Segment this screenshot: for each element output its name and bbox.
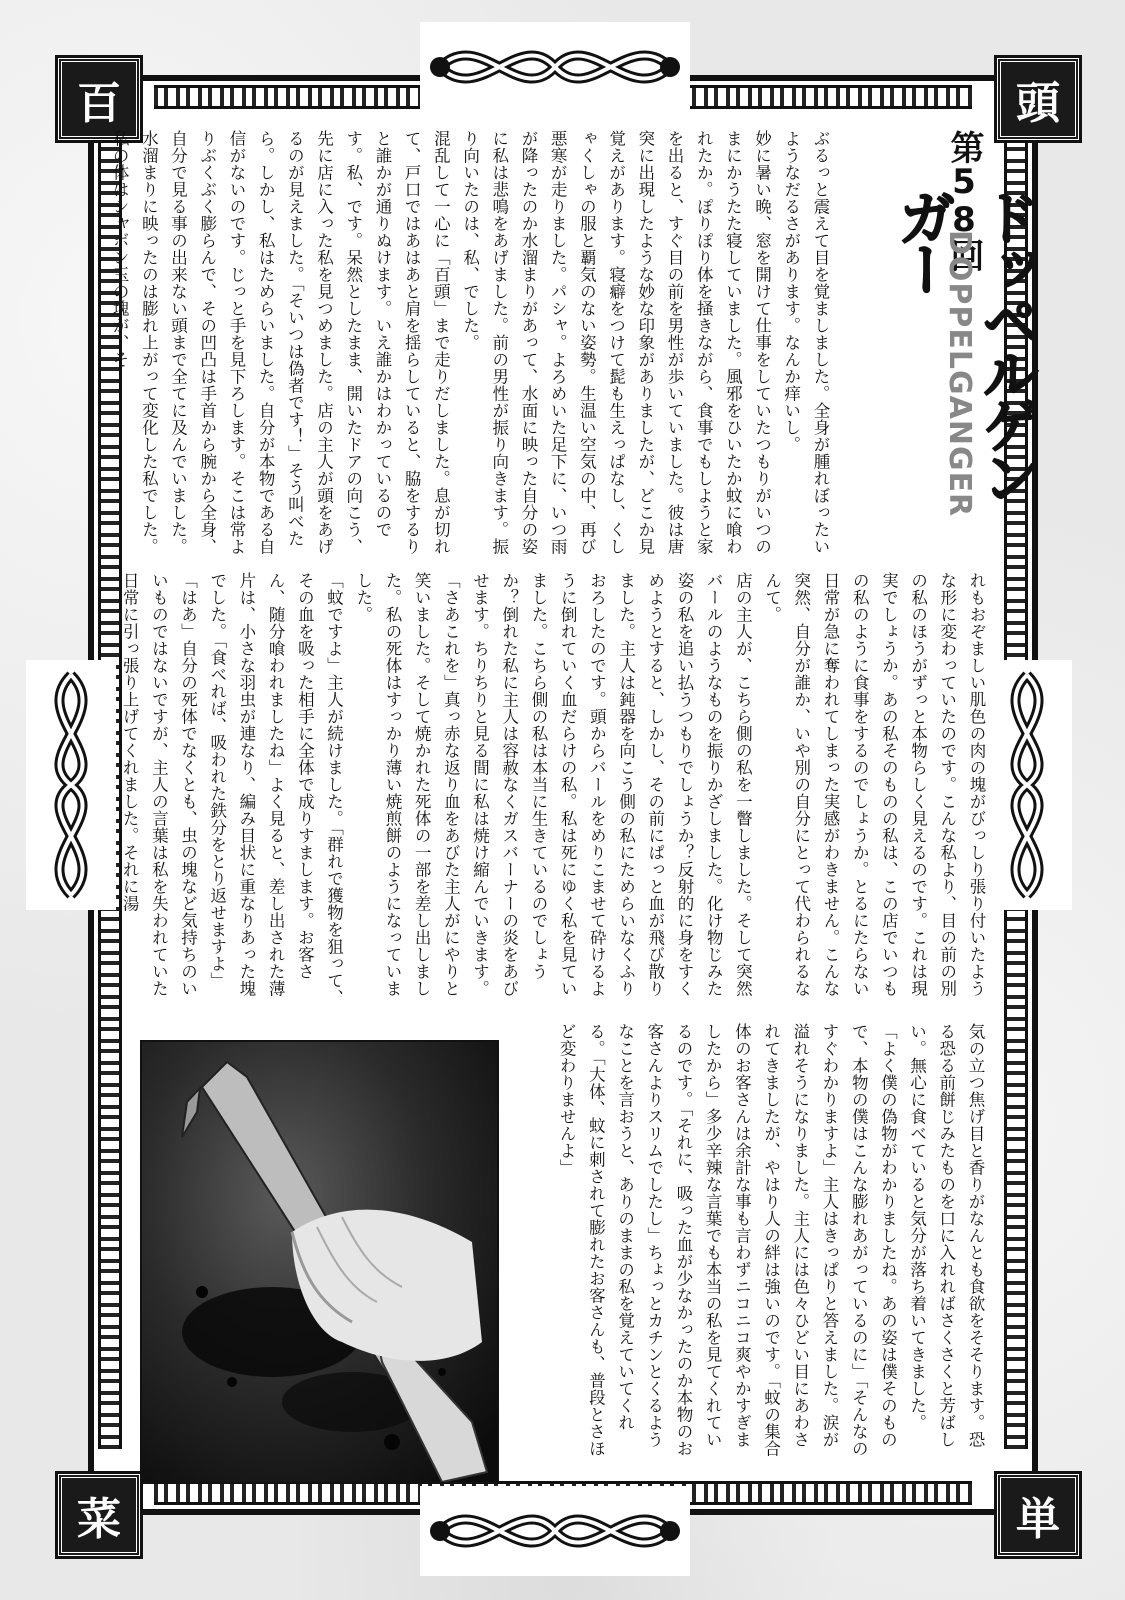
celtic-knot-left-icon <box>26 660 116 910</box>
celtic-knot-top-icon <box>420 22 690 112</box>
body-text-block-2: れもおぞましい肌色の肉の塊がびっしり張り付いたような形に変わっていたのです。こんな私より、目の前の別の私のほうがずっと本物らしく見えるのです。これは現実でしょうか。あの私そのものの私は、この店でいつもの私のように食事をするのでしょうか。とるにたらない日常が急に奪われてしまった実感がわきません。こんな突然、自分が誰か、いや別の自分にとって代わられるなんて。 店の主人が、こちら側の私を一瞥しました。そして突然バールのようなものを振りかざしました。化け物じみた姿の私を追い払うつもりでしょうか？反射的に身をすくめようとすると、しかし、その前にぱっと血が飛び散りました。主人は鈍器を向こう側の私にためらいなくふりおろしたのです。頭からバールをめりこませて砕けるように倒れていく血だらけの私。私は死にゆく私を見ていました。こちら側の私は本当に生きているのでしょうか？倒れた私に主人は容赦なくガスバーナーの炎をあびせます。ちりちりと見る間に私は焼け縮んでいきます。「さあこれを」真っ赤な返り血をあびた主人がにやりと笑いました。そして焼かれた死体の一部を差し出しました。私の死体はすっかり薄い焼煎餅のようになっていました。 「蚊ですよ」主人が続けました。「群れで獲物を狙って、その血を吸った相手に全体で成りすまします。お客さん、随分喰われましたね」よく見ると、差し出された薄片は、小さな羽虫が連なり、編み目状に重なりあった塊でした。「食べれば、吸われた鉄分をとり返せますよ」「はあ」自分の死体でなくとも、虫の塊など気持ちのいいものではないですが、主人の言葉は私を失われていた日常に引っ張り上げてくれました。それに湯 <box>120 572 986 1006</box>
corner-badge-top-left: 百 <box>58 58 140 140</box>
title-katakana: ドッペルゲンガー <box>888 188 1040 500</box>
celtic-knot-right-icon <box>982 660 1072 910</box>
corner-badge-top-right: 頭 <box>997 58 1079 140</box>
body-text-block-3: 気の立つ焦げ目と香りがなんとも食欲をそそります。恐る恐る前餅じみたものを口に入れればさくさくと芳ばしい。無心に食べていると気分が落ち着いてきました。 「よく僕の偽物がわかりましたね。あの姿は僕そのもので、本物の僕はこんな膨れあがっているのに」「そんなのすぐわかりますよ」主人はきっぱりと答えました。涙が溢れそうになりました。主人には色々ひどい目にあわされてきましたが、やはり人の絆は強いのです。「蚊の集合体のお客さんは余計な事も言わずニコニコ爽やかすぎましたから」多少辛辣な言葉でも本当の私を見てくれているのです。「それに、吸った血が少なかったのか本物のお客さんよりスリムでしたし」ちょっとカチンとくるようなことを言おうと、ありのままの私を覚えていてくれる。「大体、蚊に刺されて膨れたお客さんも、普段とさほど変わりませんよ」 <box>557 1023 985 1457</box>
article-title <box>870 130 1040 550</box>
crowbar-hand-icon <box>142 1042 497 1482</box>
corner-badge-bottom-left: 菜 <box>58 1474 140 1556</box>
corner-badge-bottom-right: 単 <box>997 1474 1079 1556</box>
celtic-knot-bottom-icon <box>420 1486 690 1576</box>
crowbar-photo <box>140 1040 499 1484</box>
title-english: DOPPELGANGER <box>942 230 977 518</box>
episode-number: 第58回 <box>944 130 984 270</box>
body-text-block-1: ぶるっと震えて目を覚ましました。全身が腫れぼったいようなだるさがあります。なんか痒いし。 妙に暑い晩、窓を開けて仕事をしていたつもりがいつのまにかうたた寝していました。風邪をひいたか蚊に喰われたか。ぽりぽり体を掻きながら、食事でもしようと家を出ると、すぐ目の前を男性が歩いていました。彼は唐突に出現したような妙な印象がありましたが、どこか見覚えがあります。寝癖をつけて髭も生えっぱなし、くしゃくしゃの服と覇気のない姿勢。生温い空気の中、再び悪寒が走りました。パシャ。よろめいた足下に、いつ雨が降ったのか水溜まりがあって、水面に映った自分の姿に私は悲鳴をあげました。前の男性が振り向きます。振り向いたのは、私、でした。 混乱して一心に「百頭」まで走りだしました。息が切れて、戸口ではあはあと肩を揺らしていると、脇をするりと誰かが通りぬけます。いえ誰かはわかっているのです。私、です。呆然としたまま、開いたドアの向こう、先に店に入った私を見つめました。店の主人が頭をあげるのが見えました。「そいつは偽者です！」そう叫べたら。しかし、私はためらいました。自分が本物である自信がないのです。じっと手を見下ろします。そこは常よりぶくぶく膨らんで、その凹凸は手首から腕から全身、自分で見る事の出来ない頭まで全てに及んでいました。水溜まりに映ったのは膨れ上がって変化した私でした。私の体はシャボン玉の塊が、そ <box>110 130 830 555</box>
